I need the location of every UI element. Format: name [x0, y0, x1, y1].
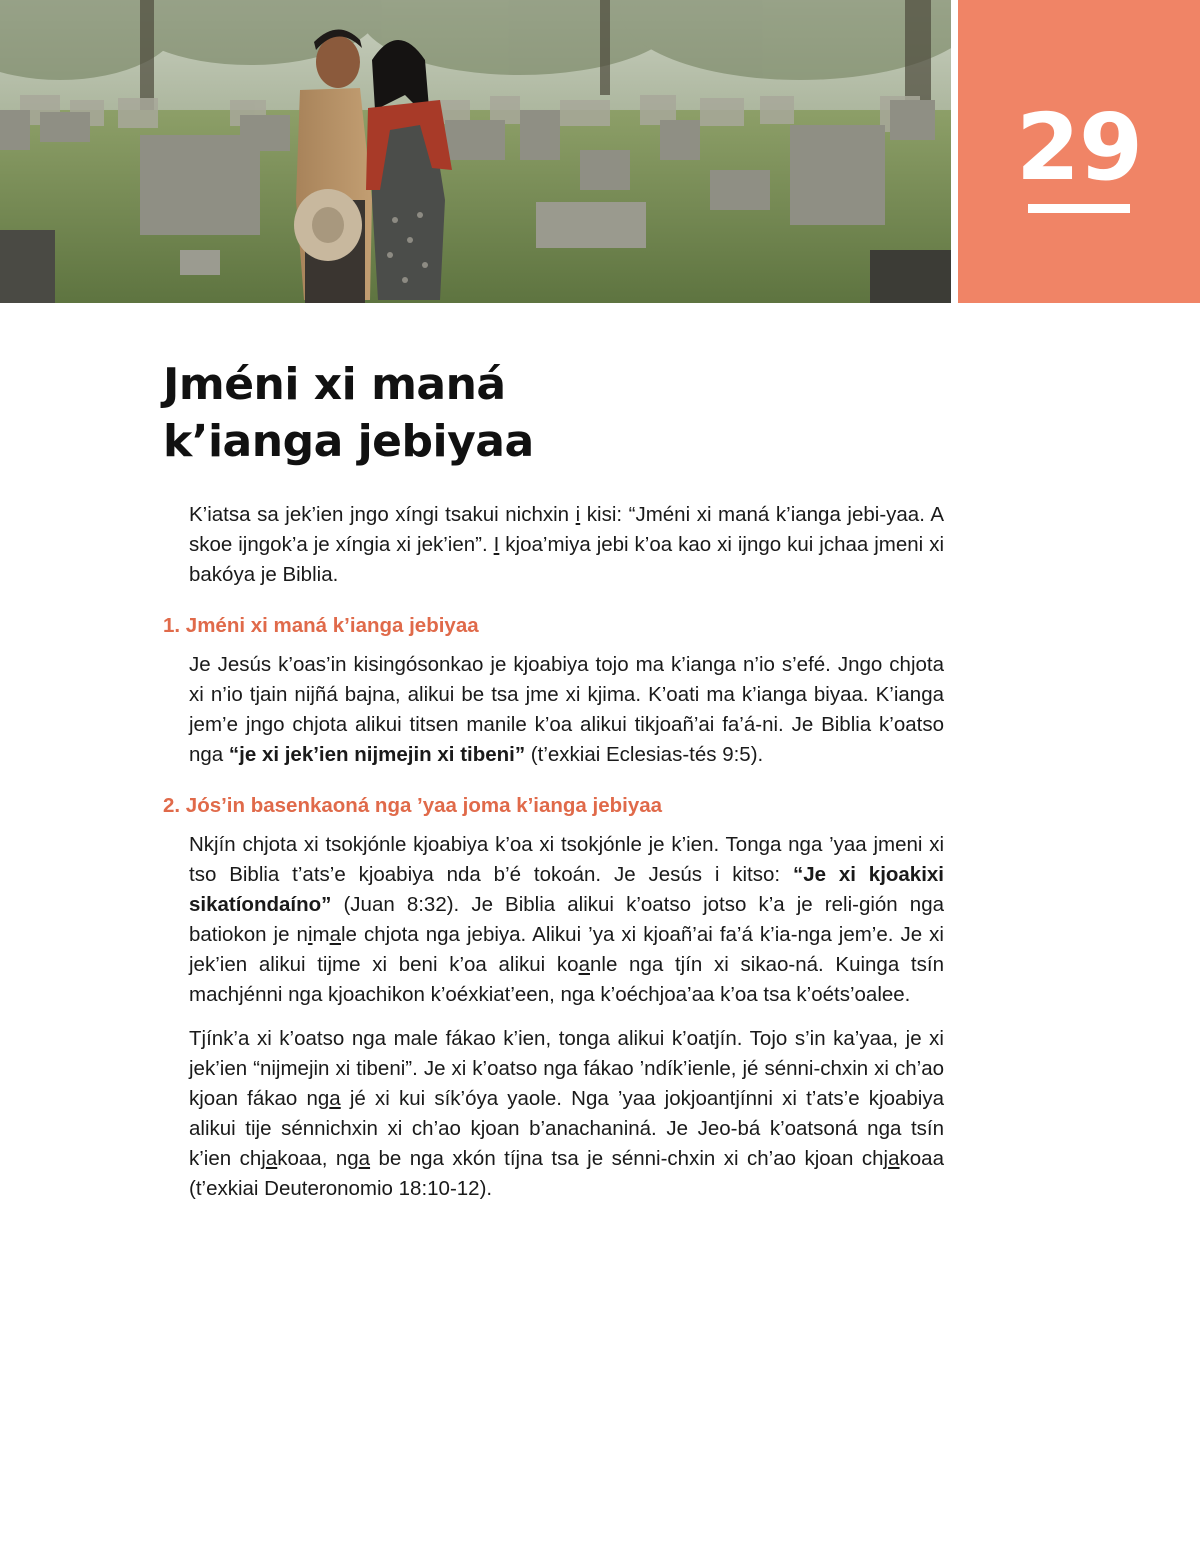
text-run-underlined: a	[265, 1147, 278, 1170]
lesson-number: 29	[1015, 94, 1143, 201]
section-heading: 2. Jós’in basenkaoná nga ’yaa joma k’ianga jebiyaa	[163, 794, 663, 817]
text-run-underlined: i	[575, 503, 581, 526]
text-run: jé xi kui sík’óya yaole. Nga ’yaa jokjoantjínni xi t’ats’e kjoabiya alikui tije sénnichxin xi ch’ao kjoan b’anachaniná. Je Jeo-bá k’oatsoná nga tsín k’ien chj	[189, 1087, 945, 1170]
text-run: (t’exkiai Eclesias-tés 9:5).	[525, 743, 764, 766]
text-run: m	[312, 923, 330, 946]
text-run: kisi: “Jméni xi maná k’ianga jebi-yaa. A skoe ijngok’a je xíngia xi jek’ien”.	[189, 503, 945, 556]
text-run: koaa, ng	[277, 1147, 359, 1170]
scripture-quote: “Je xi kjoakixi sikatíondaíno”	[189, 863, 945, 916]
section-paragraph	[189, 830, 944, 1010]
text-run: K’iatsa sa jek’ien jngo xíngi tsakui nichxin	[189, 503, 576, 526]
hero-photo	[0, 0, 951, 303]
intro-paragraph	[189, 500, 944, 590]
section-2	[163, 792, 944, 1204]
section-paragraph	[189, 650, 944, 770]
text-run: Je Jesús k’oas’in kisingósonkao je kjoabiya tojo ma k’ianga n’io s’efé. Jngo chjota xi n’io tjain nijñá bajna, alikui be tsa jme xi kjima. K’oati ma k’ianga biyaa. K’ianga jem’e jngo chjota alikui titsen manile k’oa alikui tikjoañ’ai fa’á-ni. Je Biblia k’oatso nga	[189, 653, 944, 766]
section-1	[163, 612, 944, 770]
text-run-underlined: a	[329, 1087, 341, 1110]
text-run: koaa (t’exkiai Deuteronomio 18:10-12).	[189, 1147, 944, 1200]
section-heading: 1. Jméni xi maná k’ianga jebiyaa	[163, 614, 479, 637]
lesson-content	[163, 500, 944, 1204]
text-run: Nkjín chjota xi tsokjónle kjoabiya k’oa xi tsokjónle je k’ien. Tonga nga ’yaa jmeni xi tso Biblia t’ats’e kjoabiya nda b’é tokoán. Je Jesús i kitso:	[189, 833, 944, 886]
scripture-quote: “je xi jek’ien nijmejin xi tibeni”	[228, 743, 526, 766]
text-run-underlined: a	[329, 923, 341, 946]
cemetery-illustration	[0, 0, 951, 303]
text-run-underlined: a	[578, 953, 590, 976]
text-run: kjoa’miya jebi k’oa kao xi ijngo kui jchaa jmeni xi bakóya je Biblia.	[189, 533, 944, 586]
text-run: Tjínk’a xi k’oatso nga male fákao k’ien, tonga alikui k’oatjín. Tojo s’in ka’yaa, je xi jek’ien “nijmejin xi tibeni”. Je xi k’oatso nga fákao ’ndík’ienle, jé sénni-chxin xi ch’ao kjoan fákao ng	[189, 1027, 944, 1110]
page-title	[163, 356, 863, 470]
text-run: be nga xkón tíjna tsa je sénni-chxin xi ch’ao kjoan chj	[370, 1147, 889, 1170]
page-title-line-1: Jméni xi maná	[163, 359, 506, 410]
page-title-line-2: k’ianga jebiyaa	[163, 416, 534, 467]
text-run: le chjota nga jebiya. Alikui ’ya xi kjoañ’ai fa’á k’ia-nga jem’e. Je xi jek’ien alikui tijme xi beni k’oa alikui ko	[189, 923, 944, 976]
section-paragraph	[189, 1024, 944, 1204]
text-run-underlined: i	[307, 923, 313, 946]
text-run-underlined: I	[493, 533, 500, 556]
lesson-number-underline	[1028, 204, 1130, 213]
text-run-underlined: a	[358, 1147, 371, 1170]
text-run: (Juan 8:32). Je Biblia alikui k’oatso jotso k’a je reli-gión nga batiokon je n	[189, 893, 944, 946]
text-run-underlined: a	[888, 1147, 900, 1170]
lesson-number-box	[958, 0, 1200, 303]
text-run: nle nga tjín xi sikao-ná. Kuinga tsín machjénni nga kjoachikon k’oéxkiat’een, nga k’oéchjoa’aa k’oa tsa k’oéts’oalee.	[189, 953, 944, 1006]
